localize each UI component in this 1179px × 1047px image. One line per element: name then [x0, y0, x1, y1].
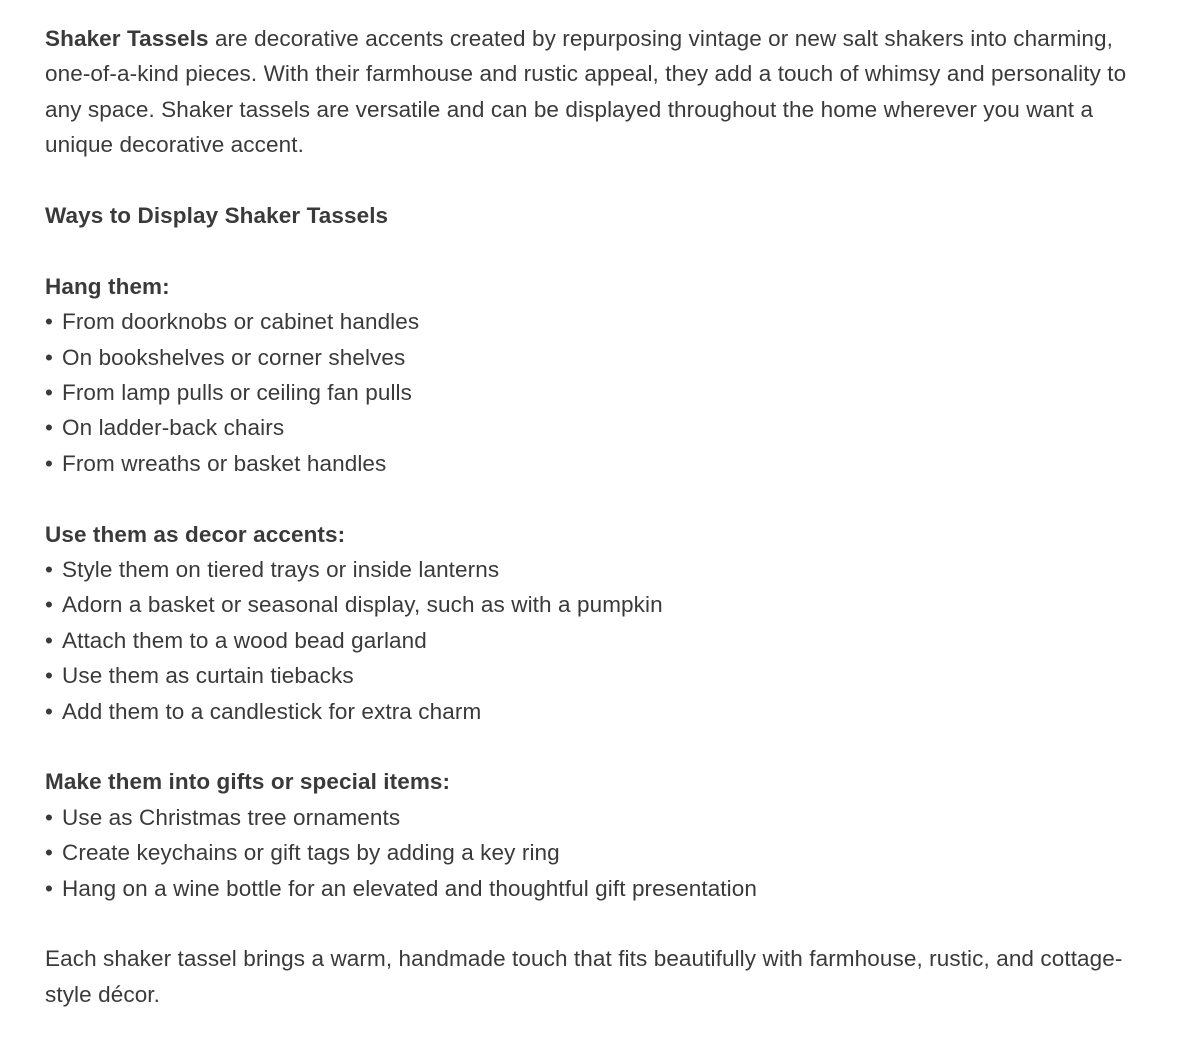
section-hang-them — [45, 269, 1155, 481]
list-item — [45, 410, 1155, 445]
list-item — [45, 658, 1155, 693]
list-item-text: Add them to a candlestick for extra charm — [62, 698, 482, 724]
list-item-text: On bookshelves or corner shelves — [62, 344, 406, 370]
list-item — [45, 375, 1155, 410]
bullet-icon: • — [45, 557, 53, 583]
intro-text: are decorative accents created by repurposing vintage or new salt shakers into charming, one-of-a-kind pieces. With their farmhouse and rustic appeal, they add a touch of whimsy and personality to any space. Shaker tassels are versatile and can be displayed throughout the home wherever you want a unique decorative accent. — [45, 26, 1127, 158]
spacer — [45, 163, 1155, 198]
bullet-icon: • — [45, 804, 53, 830]
bullet-icon: • — [45, 840, 53, 866]
list-item — [45, 587, 1155, 622]
list-item-text: Hang on a wine bottle for an elevated and thoughtful gift presentation — [62, 875, 757, 901]
list-item-text: Use as Christmas tree ornaments — [62, 804, 401, 830]
section-gifts — [45, 764, 1155, 906]
list-item — [45, 694, 1155, 729]
list-item-text: From lamp pulls or ceiling fan pulls — [62, 380, 412, 406]
section-decor-accents — [45, 517, 1155, 729]
bullet-list — [45, 800, 1155, 906]
spacer — [45, 729, 1155, 764]
list-item-text: Adorn a basket or seasonal display, such as with a pumpkin — [62, 592, 663, 618]
bullet-icon: • — [45, 344, 53, 370]
article-body — [45, 21, 1155, 1012]
bullet-icon: • — [45, 415, 53, 441]
section-heading: Make them into gifts or special items: — [45, 769, 451, 795]
spacer — [45, 906, 1155, 941]
list-item-text: Create keychains or gift tags by adding a key ring — [62, 840, 560, 866]
list-item-text: On ladder-back chairs — [62, 415, 285, 441]
main-heading: Ways to Display Shaker Tassels — [45, 203, 389, 229]
list-item — [45, 552, 1155, 587]
bullet-icon: • — [45, 309, 53, 335]
section-heading: Hang them: — [45, 273, 170, 299]
list-item — [45, 446, 1155, 481]
bullet-list — [45, 304, 1155, 481]
list-item — [45, 304, 1155, 339]
bullet-icon: • — [45, 698, 53, 724]
list-item — [45, 835, 1155, 870]
bullet-icon: • — [45, 663, 53, 689]
intro-lead-term: Shaker Tassels — [45, 26, 209, 51]
list-item — [45, 871, 1155, 906]
list-item-text: From doorknobs or cabinet handles — [62, 309, 420, 335]
closing-paragraph: Each shaker tassel brings a warm, handmade touch that fits beautifully with farmhouse, rustic, and cottage-style décor. — [45, 946, 1123, 1007]
section-heading: Use them as decor accents: — [45, 521, 346, 547]
bullet-icon: • — [45, 627, 53, 653]
bullet-icon: • — [45, 380, 53, 406]
list-item — [45, 623, 1155, 658]
list-item — [45, 340, 1155, 375]
bullet-icon: • — [45, 875, 53, 901]
intro-paragraph — [45, 21, 1155, 163]
list-item-text: From wreaths or basket handles — [62, 450, 387, 476]
spacer — [45, 233, 1155, 268]
bullet-icon: • — [45, 592, 53, 618]
spacer — [45, 481, 1155, 516]
list-item-text: Use them as curtain tiebacks — [62, 663, 354, 689]
bullet-list — [45, 552, 1155, 729]
list-item-text: Attach them to a wood bead garland — [62, 627, 427, 653]
list-item — [45, 800, 1155, 835]
bullet-icon: • — [45, 450, 53, 476]
list-item-text: Style them on tiered trays or inside lanterns — [62, 557, 500, 583]
